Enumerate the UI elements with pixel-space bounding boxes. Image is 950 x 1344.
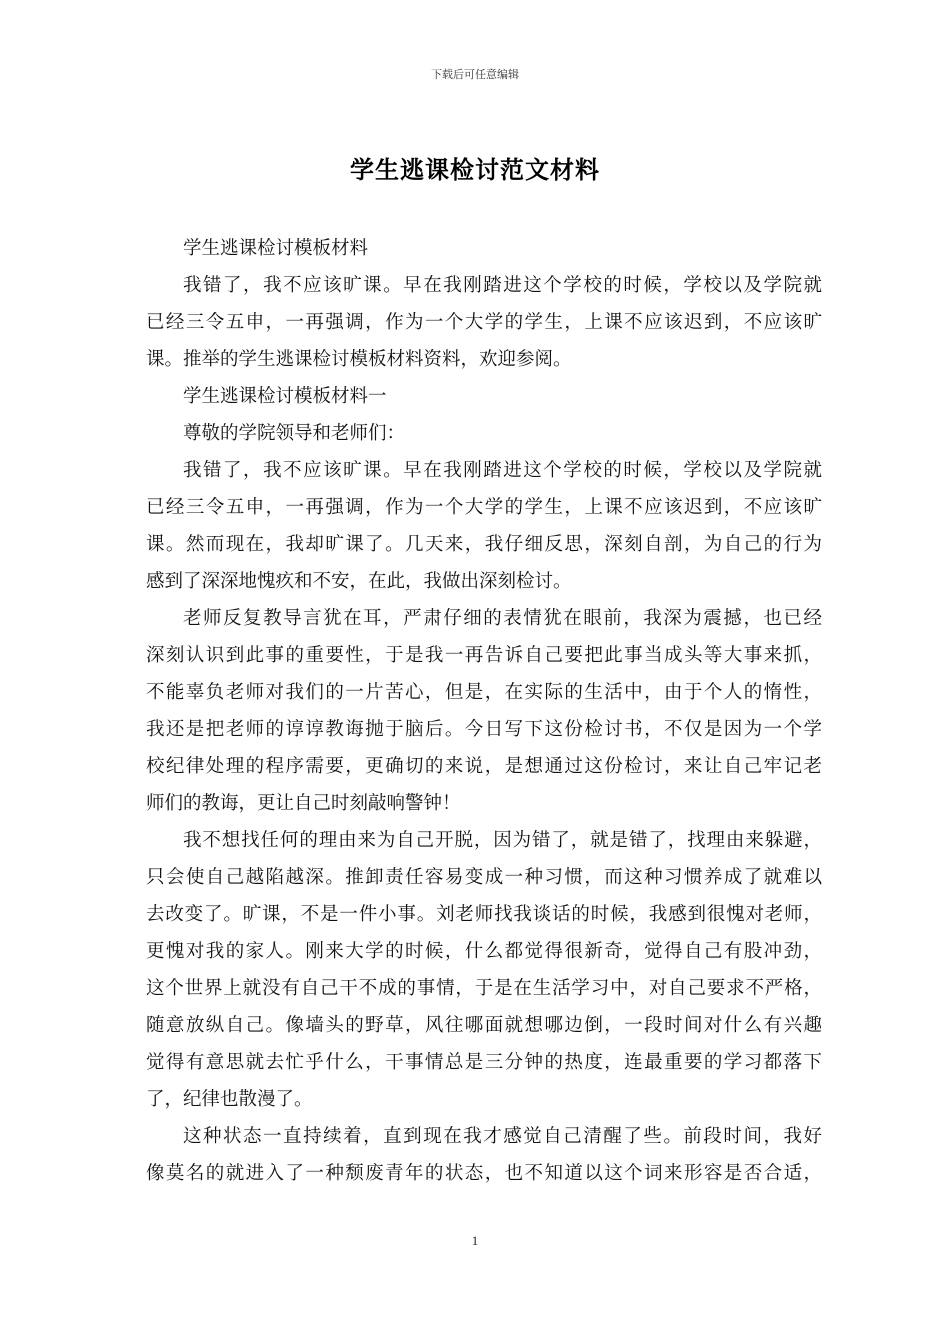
document-title: 学生逃课检讨范文材料 (350, 156, 600, 184)
body-line: 校纪律处理的程序需要，更确切的来说，是想通过这份检讨，来让自己牢记老 (146, 756, 822, 777)
body-line: 了，纪律也散漫了。 (146, 1089, 313, 1110)
body-line: 这种状态一直持续着，直到现在我才感觉自己清醒了些。前段时间，我好 (183, 1126, 822, 1147)
body-line: 尊敬的学院领导和老师们： (183, 423, 406, 444)
body-line: 去改变了。旷课，不是一件小事。刘老师找我谈话的时候，我感到很愧对老师， (146, 904, 822, 925)
body-line: 这个世界上就没有自己干不成的事情，于是在生活学习中，对自己要求不严格， (146, 978, 822, 999)
body-line: 我还是把老师的谆谆教诲抛于脑后。今日写下这份检讨书，不仅是因为一个学 (146, 719, 822, 740)
body-line: 更愧对我的家人。刚来大学的时候，什么都觉得很新奇，觉得自己有股冲劲， (146, 941, 822, 962)
body-line: 深刻认识到此事的重要性，于是我一再告诉自己要把此事当成头等大事来抓， (146, 645, 822, 666)
body-line: 学生逃课检讨模板材料 (183, 238, 369, 259)
body-line: 只会使自己越陷越深。推卸责任容易变成一种习惯，而这种习惯养成了就难以 (146, 867, 822, 888)
body-line: 像莫名的就进入了一种颓废青年的状态，也不知道以这个词来形容是否合适， (146, 1163, 822, 1184)
header-note: 下载后可任意编辑 (431, 68, 519, 81)
body-line: 已经三令五申，一再强调，作为一个大学的学生，上课不应该迟到，不应该旷 (146, 497, 822, 518)
body-line: 课。然而现在，我却旷课了。几天来，我仔细反思，深刻自剖，为自己的行为 (146, 534, 822, 555)
body-line: 不能辜负老师对我们的一片苦心，但是，在实际的生活中，由于个人的惰性， (146, 682, 822, 703)
body-line: 觉得有意思就去忙乎什么，干事情总是三分钟的热度，连最重要的学习都落下 (146, 1052, 822, 1073)
body-line: 感到了深深地愧疚和不安，在此，我做出深刻检讨。 (146, 571, 572, 592)
body-line: 老师反复教导言犹在耳，严肃仔细的表情犹在眼前，我深为震撼，也已经 (183, 608, 822, 629)
body-line: 学生逃课检讨模板材料一 (183, 386, 387, 407)
body-line: 课。推举的学生逃课检讨模板材料资料，欢迎参阅。 (146, 349, 572, 370)
document-body (146, 230, 822, 1192)
body-line: 随意放纵自己。像墙头的野草，风往哪面就想哪边倒，一段时间对什么有兴趣 (146, 1015, 822, 1036)
body-line: 师们的教诲，更让自己时刻敲响警钟！ (146, 793, 461, 814)
body-line: 我不想找任何的理由来为自己开脱，因为错了，就是错了，找理由来躲避， (183, 830, 822, 851)
body-line: 我错了，我不应该旷课。早在我刚踏进这个学校的时候，学校以及学院就 (183, 275, 822, 296)
body-line: 已经三令五申，一再强调，作为一个大学的学生，上课不应该迟到，不应该旷 (146, 312, 822, 333)
page-number: 1 (471, 1233, 479, 1248)
body-line: 我错了，我不应该旷课。早在我刚踏进这个学校的时候，学校以及学院就 (183, 460, 822, 481)
